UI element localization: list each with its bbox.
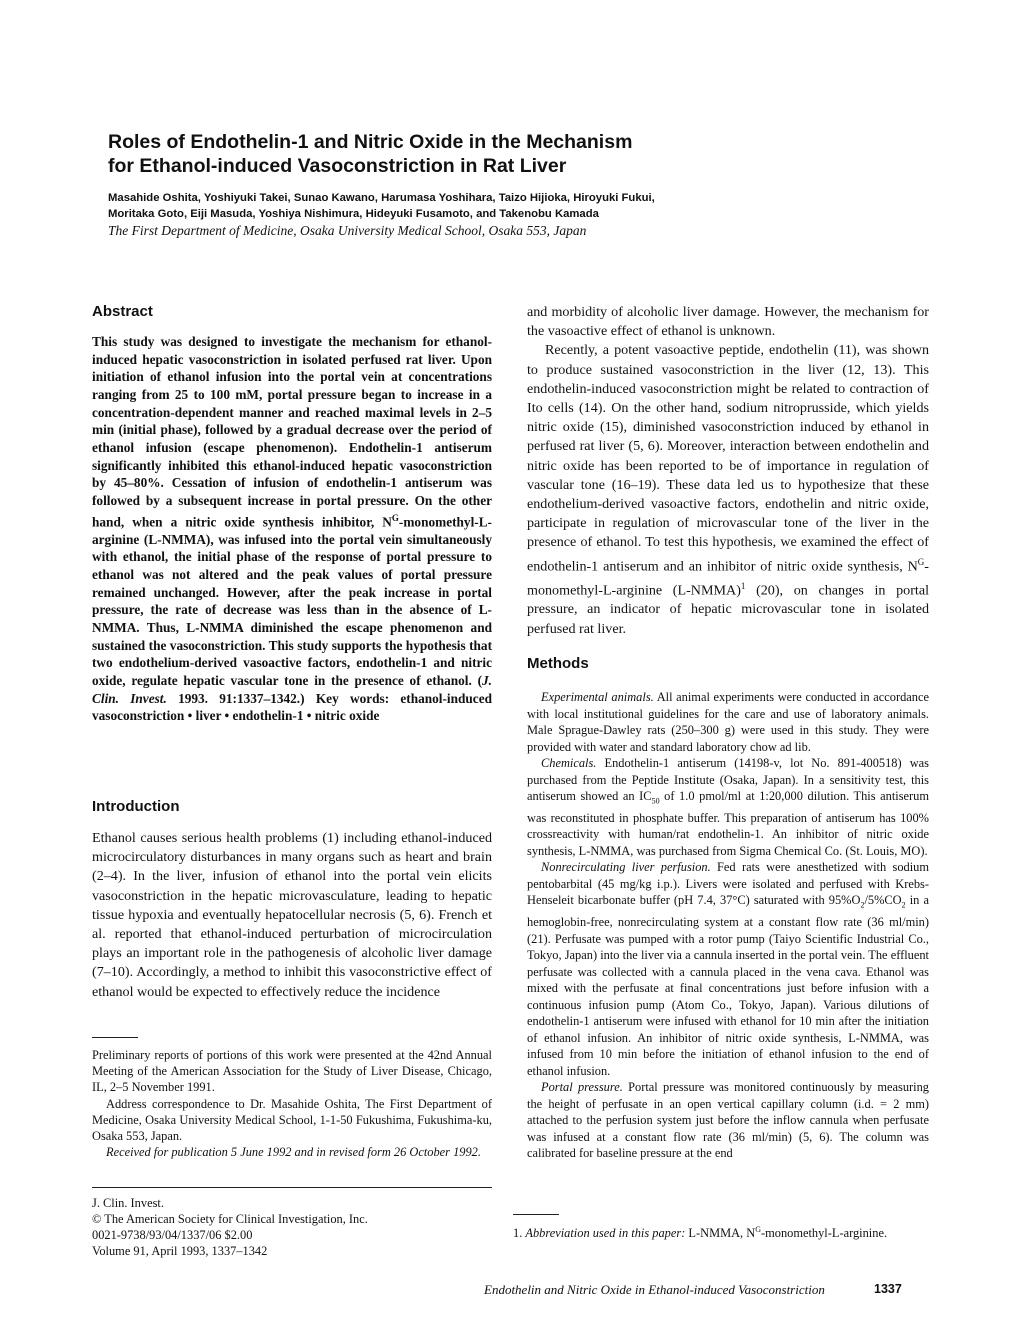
journal-info — [92, 1195, 492, 1259]
methods-text — [527, 689, 929, 1162]
methods-animals — [527, 689, 929, 755]
copyright: © The American Society for Clinical Investigation, Inc. — [92, 1212, 368, 1227]
subsection-label: Experimental animals. — [541, 690, 654, 704]
intro-paragraph-2 — [527, 341, 929, 638]
subscript: 50 — [651, 796, 660, 806]
journal-citation: J. Clin. Invest. — [92, 672, 492, 706]
title-line-2: for Ethanol-induced Vasoconstriction in Rat Liver — [108, 155, 567, 177]
introduction-heading: Introduction — [92, 798, 180, 815]
abstract-text-part: -monomethyl-L-arginine (L-NMMA), was infused into the portal vein simultaneously with ethanol, the initial phase of the response of portal pressure to ethanol was not altered and the peak values of portal pressure remained unchanged. However, after the peak increase in portal pressure, the rate of decrease was less than in the absence of L-NMMA. Thus, L-NMMA diminished the escape phenomenon and sustained the vasoconstriction. This study supports the hypothesis that two endothelium-derived vasoactive factors, endothelin-1 and nitric oxide, regulate hepatic vascular tone in the presence of ethanol. ( — [92, 513, 492, 688]
journal-name: J. Clin. Invest. — [92, 1196, 164, 1210]
text-part: of 1.0 pmol/ml at 1:20,000 dilution. This antiserum was reconstituted in phosphate buffer. This preparation of antiserum has 100% crossreactivity with human/rat endothelin-1. An inhibitor of nitric oxide synthesis, L-NMMA, was purchased from Sigma Chemical Co. (St. Louis, MO). — [527, 789, 929, 858]
methods-portal-pressure — [527, 1079, 929, 1162]
footnote-rule-right — [513, 1214, 559, 1215]
text-part: Fed rats were anesthetized with sodium pentobarbital (45 mg/kg i.p.). Livers were isolated and perfused with Krebs-Henseleit bicarbonate buffer (pH 7.4, 37°C) saturated with 95%O — [527, 860, 929, 908]
superscript: G — [755, 1225, 761, 1234]
methods-perfusion — [527, 859, 929, 1079]
journal-info-rule — [92, 1187, 492, 1188]
subsection-label: Portal pressure. — [541, 1080, 623, 1095]
abstract-text-part: 1993. 91:1337–1342.) Key words: ethanol-induced vasoconstriction • liver • endothelin-1 • nitric oxide — [92, 690, 492, 724]
page-number: 1337 — [874, 1282, 902, 1296]
footnote-received: Received for publication 5 June 1992 and in revised form 26 October 1992. — [106, 1145, 481, 1160]
subscript: 2 — [901, 900, 906, 910]
methods-heading: Methods — [527, 655, 589, 672]
text-part: (20), on changes in portal pressure, an indicator of hepatic microvascular tone in isolated perfused rat liver. — [527, 582, 929, 637]
abstract-text — [92, 333, 492, 725]
subscript: 2 — [860, 900, 865, 910]
footnote-marker: 1 — [740, 580, 746, 591]
text-part: Endothelin-1 antiserum (14198-v, lot No. 891-400518) was purchased from the Peptide Institute (Osaka, Japan). In a sensitivity test, this antiserum showed an IC — [527, 756, 929, 803]
abstract-heading: Abstract — [92, 303, 153, 320]
authors-line-2: Moritaka Goto, Eiji Masuda, Yoshiya Nishimura, Hideyuki Fusamoto, and Takenobu Kamada — [108, 208, 599, 220]
text-part: -monomethyl-L-arginine. — [760, 1226, 888, 1241]
running-title: Endothelin and Nitric Oxide in Ethanol-induced Vasoconstriction — [484, 1282, 825, 1297]
text-part: L-NMMA, N — [685, 1226, 756, 1241]
footnote-number: 1. — [513, 1226, 523, 1241]
footnote-rule-left — [92, 1037, 138, 1038]
intro-continuation: and morbidity of alcoholic liver damage. However, the mechanism for the vasoactive effect of ethanol is unknown. — [527, 304, 929, 340]
text-part: Portal pressure was monitored continuously by measuring the height of perfusate in an open vertical capillary column (i.d. = 2 mm) attached to the perfusion system just before the inflow cannula when perfusate was infused at a constant flow rate (36 ml/min) (5, 6). The column was calibrated for baseline pressure at the end — [527, 1080, 929, 1161]
footnote-preliminary: Preliminary reports of portions of this work were presented at the 42nd Annual Meeting of the American Association for the Study of Liver Disease, Chicago, IL, 2–5 November 1991. — [92, 1048, 492, 1095]
footnote-abbreviation — [513, 1222, 929, 1241]
methods-chemicals — [527, 755, 929, 859]
subsection-label: Chemicals. — [541, 756, 597, 770]
superscript: G — [391, 512, 399, 523]
text-part: Recently, a potent vasoactive peptide, endothelin (11), was shown to produce sustained vasoconstriction in the liver (12, 13). This endothelin-induced vasoconstriction might be related to contraction of Ito cells (14). On the other hand, sodium nitroprusside, which yields nitric oxide (15), diminished vasoconstriction induced by ethanol in perfused rat liver (5, 6). Moreover, interaction between endothelin and nitric oxide has been reported to be of importance in regulation of vascular tone (16–19). These data led us to hypothesize that these endothelium-derived vasoactive factors, endothelin and nitric oxide, participate in regulation of microvascular tone of the liver in the presence of ethanol. To test this hypothesis, we examined the effect of endothelin-1 antiserum and an inhibitor of nitric oxide synthesis, N — [527, 342, 929, 575]
affiliation: The First Department of Medicine, Osaka University Medical School, Osaka 553, Japan — [108, 223, 587, 238]
author-list — [108, 190, 928, 222]
text-part: All animal experiments were conducted in accordance with local institutional guidelines for the care and use of laboratory animals. Male Sprague-Dawley rats (250–300 g) were used in this study. They were provided with water and standard laboratory chow ad lib. — [527, 690, 929, 754]
text-part: in a hemoglobin-free, nonrecirculating system at a constant flow rate (36 ml/min) (21). Perfusate was pumped with a rotor pump (Taiyo Scientific Industrial Co., Tokyo, Japan) into the liver via a cannula inserted in the portal vein. The effluent perfusate was collected with a cannula placed in the vena cava. Ethanol was mixed with the perfusate at final concentrations just before infusion with a continuous infusion pump (Atom Co., Tokyo, Japan). Various dilutions of endothelin-1 antiserum were infused with ethanol for 10 min after the initiation of ethanol infusion. An inhibitor of nitric oxide synthesis, L-NMMA, was infused from 10 min before the initiation of ethanol infusion to the end of ethanol infusion. — [527, 893, 929, 1078]
issn-line: 0021-9738/93/04/1337/06 $2.00 — [92, 1228, 253, 1243]
title-line-1: Roles of Endothelin-1 and Nitric Oxide in the Mechanism — [108, 131, 633, 153]
right-column-intro — [527, 303, 929, 639]
text-part: -monomethyl-L-arginine (L-NMMA) — [527, 558, 929, 599]
abstract-text-part: This study was designed to investigate the mechanism for ethanol-induced hepatic vasoconstriction in isolated perfused rat liver. Upon initiation of ethanol infusion into the portal vein at concentrations ranging from 25 to 100 mM, portal pressure began to increase in a concentration-dependent manner and reached maximal levels in 2–5 min (initial phase), followed by a gradual decrease over the period of ethanol infusion (escape phenomenon). Endothelin-1 antiserum significantly inhibited this ethanol-induced hepatic vasoconstriction by 45–80%. Cessation of infusion of endothelin-1 antiserum was followed by a subsequent increase in portal pressure. On the other hand, when a nitric oxide synthesis inhibitor, N — [92, 334, 492, 529]
footnote-label: Abbreviation used in this paper: — [525, 1226, 686, 1241]
volume-line: Volume 91, April 1993, 1337–1342 — [92, 1244, 268, 1259]
authors-line-1: Masahide Oshita, Yoshiyuki Takei, Sunao Kawano, Harumasa Yoshihara, Taizo Hijioka, Hiroyuki Fukui, — [108, 192, 655, 204]
footnotes-left — [92, 1047, 492, 1160]
subsection-label: Nonrecirculating liver perfusion. — [541, 860, 711, 875]
article-title — [108, 130, 928, 178]
text-part: /5%CO — [864, 893, 902, 908]
footnote-correspondence: Address correspondence to Dr. Masahide Oshita, The First Department of Medicine, Osaka University Medical School, 1-1-50 Fukushima, Fukushima-ku, Osaka 553, Japan. — [92, 1096, 492, 1144]
superscript: G — [917, 556, 925, 567]
introduction-text: Ethanol causes serious health problems (1) including ethanol-induced microcirculatory disturbances in many organs such as heart and brain (2–4). In the liver, infusion of ethanol into the portal vein elicits vasoconstriction in the hepatic microvasculature, leading to hepatic tissue hypoxia and eventually hepatocellular necrosis (5, 6). French et al. reported that ethanol-induced perturbation of microcirculation plays an important role in the pathogenesis of alcoholic liver damage (7–10). Accordingly, a method to inhibit this vasoconstrictive effect of ethanol would be expected to effectively reduce the incidence — [92, 830, 492, 1000]
